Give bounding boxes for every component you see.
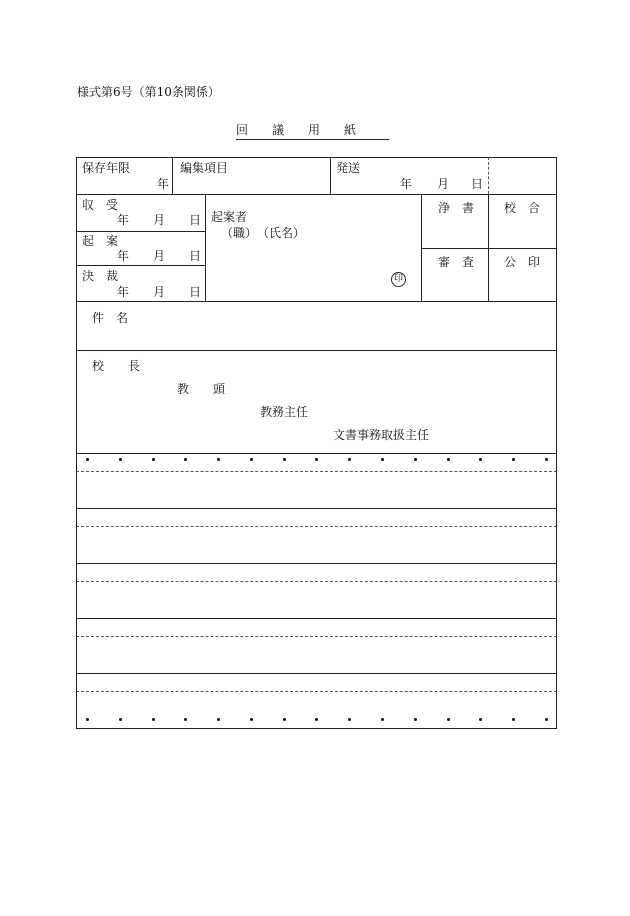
solid-line [76, 618, 557, 619]
clean-copy-label: 浄 書 [438, 201, 475, 215]
edit-item-label: 編集項目 [180, 161, 229, 175]
dashed-line [76, 471, 557, 472]
drafted-day: 日 [189, 249, 202, 263]
retention-year: 年 [157, 177, 170, 191]
divider-v-5 [488, 194, 489, 302]
divider-v-4 [421, 194, 422, 302]
received-month: 月 [153, 213, 166, 227]
decided-year: 年 [117, 285, 130, 299]
subject-label: 件 名 [92, 311, 129, 325]
form-number: 様式第6号（第10条関係） [77, 85, 220, 99]
drafted-year: 年 [117, 249, 130, 263]
drafter-position: （職） [221, 226, 258, 240]
divider-date-1 [76, 231, 205, 232]
received-day: 日 [189, 213, 202, 227]
solid-line [76, 673, 557, 674]
dispatch-year: 年 [400, 177, 413, 191]
form-title: 回 議 用 紙 [236, 123, 357, 137]
dashed-line [76, 581, 557, 582]
divider-v-2 [330, 157, 331, 194]
body-box [76, 453, 557, 729]
dot-row-bottom [86, 718, 548, 721]
proofread-label: 校 合 [504, 201, 541, 215]
title-underline [236, 139, 389, 140]
divider-header [76, 194, 557, 195]
divider-v-dashed [488, 157, 489, 194]
dot-row-top [86, 458, 548, 461]
review-label: 審 査 [438, 255, 475, 269]
approvers-box [76, 350, 557, 454]
decided-month: 月 [153, 285, 166, 299]
dashed-line [76, 691, 557, 692]
retention-label: 保存年限 [82, 161, 131, 175]
divider-date-2 [76, 265, 205, 266]
solid-line [76, 508, 557, 509]
official-seal-label: 公 印 [504, 255, 541, 269]
solid-line [76, 563, 557, 564]
doc-manager-label: 文書事務取扱主任 [333, 428, 430, 442]
drafter-name: （氏名） [257, 226, 306, 240]
seal-mark: 印 [391, 272, 406, 287]
dispatch-label: 発送 [336, 161, 361, 175]
dashed-line [76, 636, 557, 637]
drafted-label: 起 案 [82, 234, 119, 248]
drafted-month: 月 [153, 249, 166, 263]
received-label: 収 受 [82, 198, 119, 212]
decided-day: 日 [189, 285, 202, 299]
subject-box [76, 301, 557, 351]
vice-principal-label: 教 頭 [177, 382, 226, 396]
divider-v-3 [205, 194, 206, 302]
dispatch-month: 月 [437, 177, 450, 191]
divider-v-1 [172, 157, 173, 194]
divider-checks [421, 248, 557, 249]
header-box [76, 157, 557, 302]
decided-label: 決 裁 [82, 269, 119, 283]
dispatch-day: 日 [471, 177, 484, 191]
received-year: 年 [117, 213, 130, 227]
principal-label: 校 長 [92, 359, 141, 373]
dashed-line [76, 526, 557, 527]
head-teacher-label: 教務主任 [260, 405, 309, 419]
drafter-label: 起案者 [211, 210, 248, 224]
